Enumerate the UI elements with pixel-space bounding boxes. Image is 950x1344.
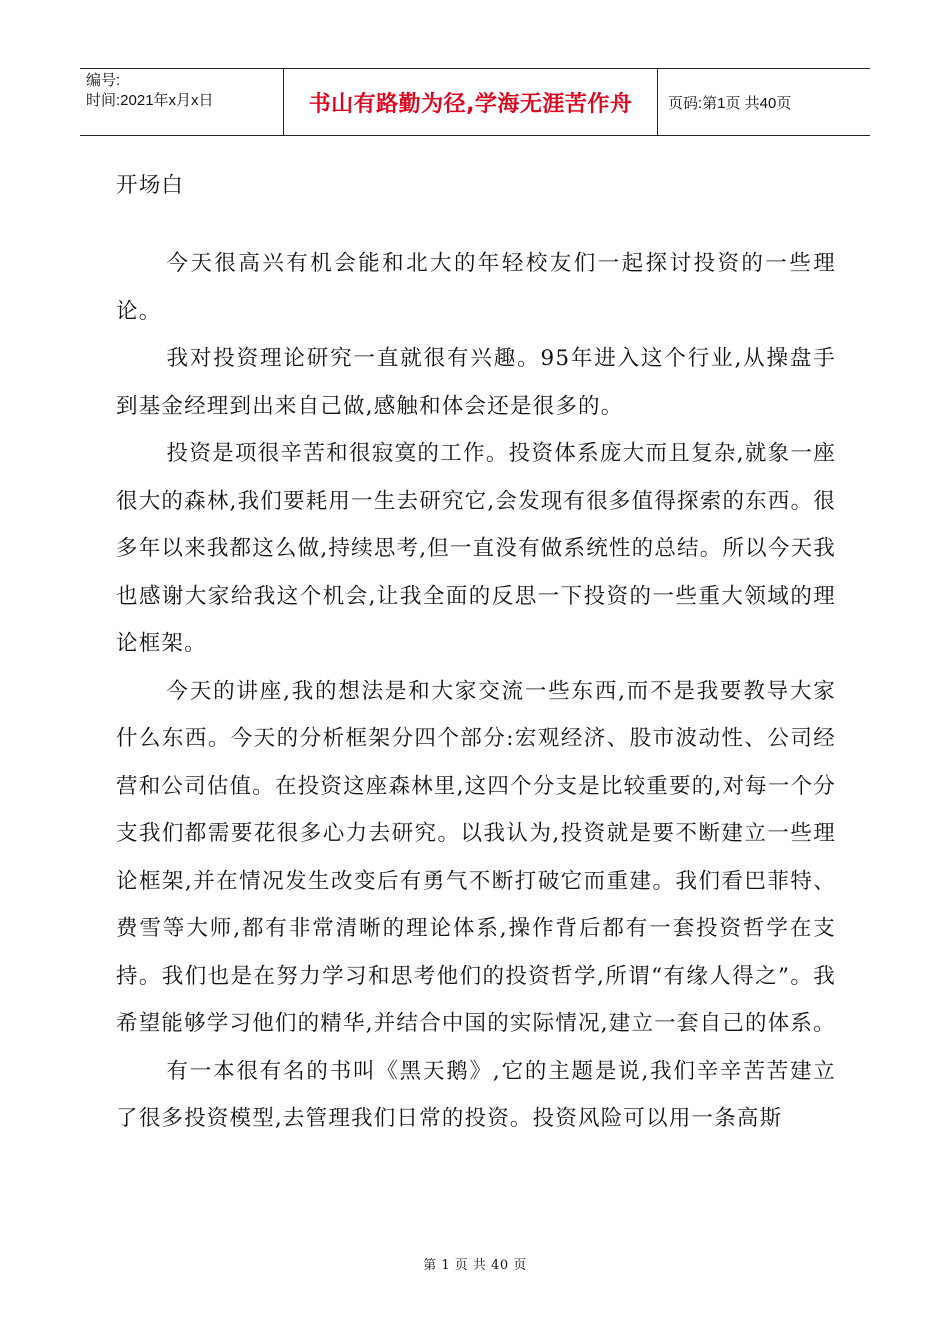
header-motto-cell — [284, 69, 658, 135]
document-number-label: 编号: — [86, 72, 121, 89]
body-paragraph: 有一本很有名的书叫《黑天鹅》,它的主题是说,我们辛辛苦苦建立了很多投资模型,去管理我们日常的投资。投资风险可以用一条高斯 — [116, 1058, 836, 1131]
document-time-label: 时间:2021年x月x日 — [86, 92, 214, 109]
header-page-cell — [658, 69, 870, 135]
body-paragraph: 投资是项很辛苦和很寂寞的工作。投资体系庞大而且复杂,就象一座很大的森林,我们要耗用一生去研究它,会发现有很多值得探索的东西。很多年以来我都这么做,持续思考,但一直没有做系统性的总结。所以今天我也感谢大家给我这个机会,让我全面的反思一下投资的一些重大领域的理论框架。 — [116, 441, 836, 656]
body-paragraph: 今天很高兴有机会能和北大的年轻校友们一起探讨投资的一些理论。 — [116, 251, 836, 324]
header-motto: 书山有路勤为径,学海无涯苦作舟 — [308, 91, 633, 117]
page-footer: 第 1 页 共 40 页 — [423, 1258, 527, 1273]
section-title: 开场白 — [116, 173, 185, 198]
header-meta-cell — [80, 69, 284, 135]
body-paragraph: 今天的讲座,我的想法是和大家交流一些东西,而不是我要教导大家什么东西。今天的分析框架分四个部分:宏观经济、股市波动性、公司经营和公司估值。在投资这座森林里,这四个分支是比较重要的,对每一个分支我们都需要花很多心力去研究。以我认为,投资就是要不断建立一些理论框架,并在情况发生改变后有勇气不断打破它而重建。我们看巴菲特、费雪等大师,都有非常清晰的理论体系,操作背后都有一套投资哲学在支持。我们也是在努力学习和思考他们的投资哲学,所谓“有缘人得之”。我希望能够学习他们的精华,并结合中国的实际情况,建立一套自己的体系。 — [116, 678, 836, 1036]
header-page-info: 页码:第1页 共40页 — [668, 94, 792, 112]
body-paragraph: 我对投资理论研究一直就很有兴趣。95年进入这个行业,从操盘手到基金经理到出来自己做,感触和体会还是很多的。 — [116, 346, 836, 419]
page-header — [80, 68, 870, 136]
document-body — [116, 168, 836, 1143]
